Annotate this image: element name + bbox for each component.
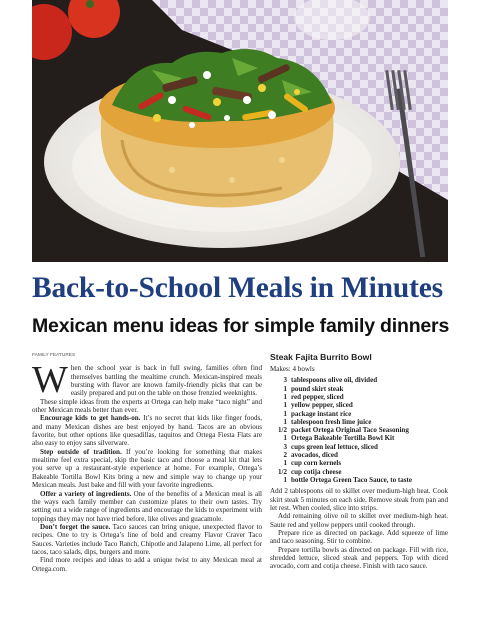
ingredient-name: package instant rice	[291, 409, 352, 418]
ingredient-name: cups green leaf lettuce, sliced	[291, 442, 378, 451]
ingredient-name: red pepper, sliced	[291, 392, 344, 401]
recipe-step: Prepare rice as directed on package. Add squeeze of lime and taco seasoning. Stir to combine.	[270, 528, 448, 546]
ingredient-item	[270, 410, 448, 418]
recipe-step: Add remaining olive oil to skillet over medium-high heat. Saute red and yellow peppers until cooked through.	[270, 512, 448, 529]
ingredient-quantity: 2	[283, 451, 287, 460]
recipe-step: Add 2 tablespoons oil to skillet over medium-high heat. Cook skirt steak 5 minutes on each side. Remove steak from pan and let rest. When cooled, slice into strips.	[270, 487, 448, 512]
ingredient-item	[270, 476, 448, 484]
ingredient-item	[270, 385, 448, 393]
ingredient-quantity: 1	[283, 417, 287, 426]
ingredient-quantity: 1	[283, 459, 287, 468]
ingredient-quantity: 1	[283, 434, 287, 443]
ingredient-name: avocados, diced	[291, 451, 338, 460]
ingredient-item	[270, 468, 448, 476]
article-paragraph: Find more recipes and ideas to add a unique twist to any Mexican meal at Ortega.com.	[32, 556, 262, 573]
hero-photo	[32, 0, 448, 262]
recipe-title: Steak Fajita Burrito Bowl	[270, 352, 372, 362]
article-paragraph: Step outside of tradition. If you’re looking for something that makes mealtime feel extra special, skip the basic taco and choose a meal kit that lets you serve up a restaurant-style experience at home. For example, Ortega’s Bakeable Tortilla Bowl Kits bring a new and simple way to change up your Mexican meals. Just bake and fill with your favorite ingredients.	[32, 447, 262, 490]
ingredient-quantity: 1	[283, 384, 287, 393]
ingredient-name: Ortega Bakeable Tortilla Bowl Kit	[291, 434, 395, 443]
ingredient-quantity: 3	[283, 376, 287, 385]
article-paragraph: These simple ideas from the experts at Ortega can help make “taco night” and other Mexican meals better than ever.	[32, 397, 262, 415]
ingredient-item	[270, 451, 448, 459]
article-paragraph: When the school year is back in full swing, families often find themselves battling the mealtime crunch. Mexican-inspired meals bursting with flavor are known family-friendly picks that can be easily prepared and put on the table on those frenzied weeknights.	[32, 359, 262, 402]
taco-salad-illustration	[32, 0, 448, 262]
ingredient-name: bottle Ortega Green Taco Sauce, to taste	[291, 475, 413, 484]
ingredient-name: tablespoons olive oil, divided	[291, 376, 378, 385]
article-paragraph: Offer a variety of ingredients. One of the benefits of a Mexican meal is all the ways each family member can customize plates to their own tastes. Try setting out a wide range of ingredients and encourage the kids to experiment with toppings they may not have tried before, like olives and guacamole.	[32, 489, 262, 523]
recipe-yield: Makes: 4 bowls	[270, 365, 315, 373]
ingredient-quantity: 1	[283, 475, 287, 484]
ingredient-quantity: 1/2	[277, 467, 287, 476]
headline: Back-to-School Meals in Minutes	[32, 272, 443, 304]
drop-cap: W	[32, 359, 68, 402]
subheadline: Mexican menu ideas for simple family dinners	[32, 315, 450, 337]
ingredient-item	[270, 443, 448, 451]
ingredient-item	[270, 459, 448, 467]
ingredient-quantity: 1	[283, 409, 287, 418]
ingredient-name: pound skirt steak	[291, 384, 344, 393]
ingredient-name: packet Ortega Original Taco Seasoning	[291, 426, 409, 435]
ingredient-name: tablespoon fresh lime juice	[291, 417, 372, 426]
ingredient-item	[270, 376, 448, 384]
ingredient-item	[270, 393, 448, 401]
article-column	[32, 352, 262, 573]
ingredient-name: yellow pepper, sliced	[291, 401, 353, 410]
ingredient-name: cup corn kernels	[291, 459, 342, 468]
ingredient-quantity: 1/2	[277, 426, 287, 435]
ingredient-item	[270, 401, 448, 409]
recipe-column	[270, 352, 448, 571]
ingredient-quantity: 1	[283, 401, 287, 410]
article-paragraph: Don’t forget the sauce. Taco sauces can bring unique, unexpected flavor to recipes. One to try is Ortega’s line of bold and creamy Flavor Craver Taco Sauces. Varieties include Taco Ranch, Chipotle and Jalapeno Lime, all perfect for tacos, taco salads, dips, burgers and more.	[32, 522, 263, 556]
ingredient-item	[270, 434, 448, 442]
ingredient-list	[270, 376, 448, 484]
recipe-step: Prepare tortilla bowls as directed on package. Fill with rice, shredded lettuce, sliced steak and peppers. Top with diced avocado, corn and cotija cheese. Finish with taco sauce.	[270, 545, 448, 571]
ingredient-name: cup cotija cheese	[291, 467, 342, 476]
ingredient-item	[270, 426, 448, 434]
ingredient-item	[270, 418, 448, 426]
ingredient-quantity: 1	[283, 392, 287, 401]
recipe-steps	[270, 487, 448, 570]
article-paragraph: Encourage kids to get hands-on. It’s no secret that kids like finger foods, and many Mexican dishes are best enjoyed by hand. Tacos are an obvious favorite, but other options like quesadillas, taquitos and Ortega Fiesta Flats are also easy to enjoy sans silverware.	[32, 414, 262, 448]
byline-credit: FAMILY FEATURES	[32, 353, 76, 358]
ingredient-quantity: 3	[283, 442, 287, 451]
